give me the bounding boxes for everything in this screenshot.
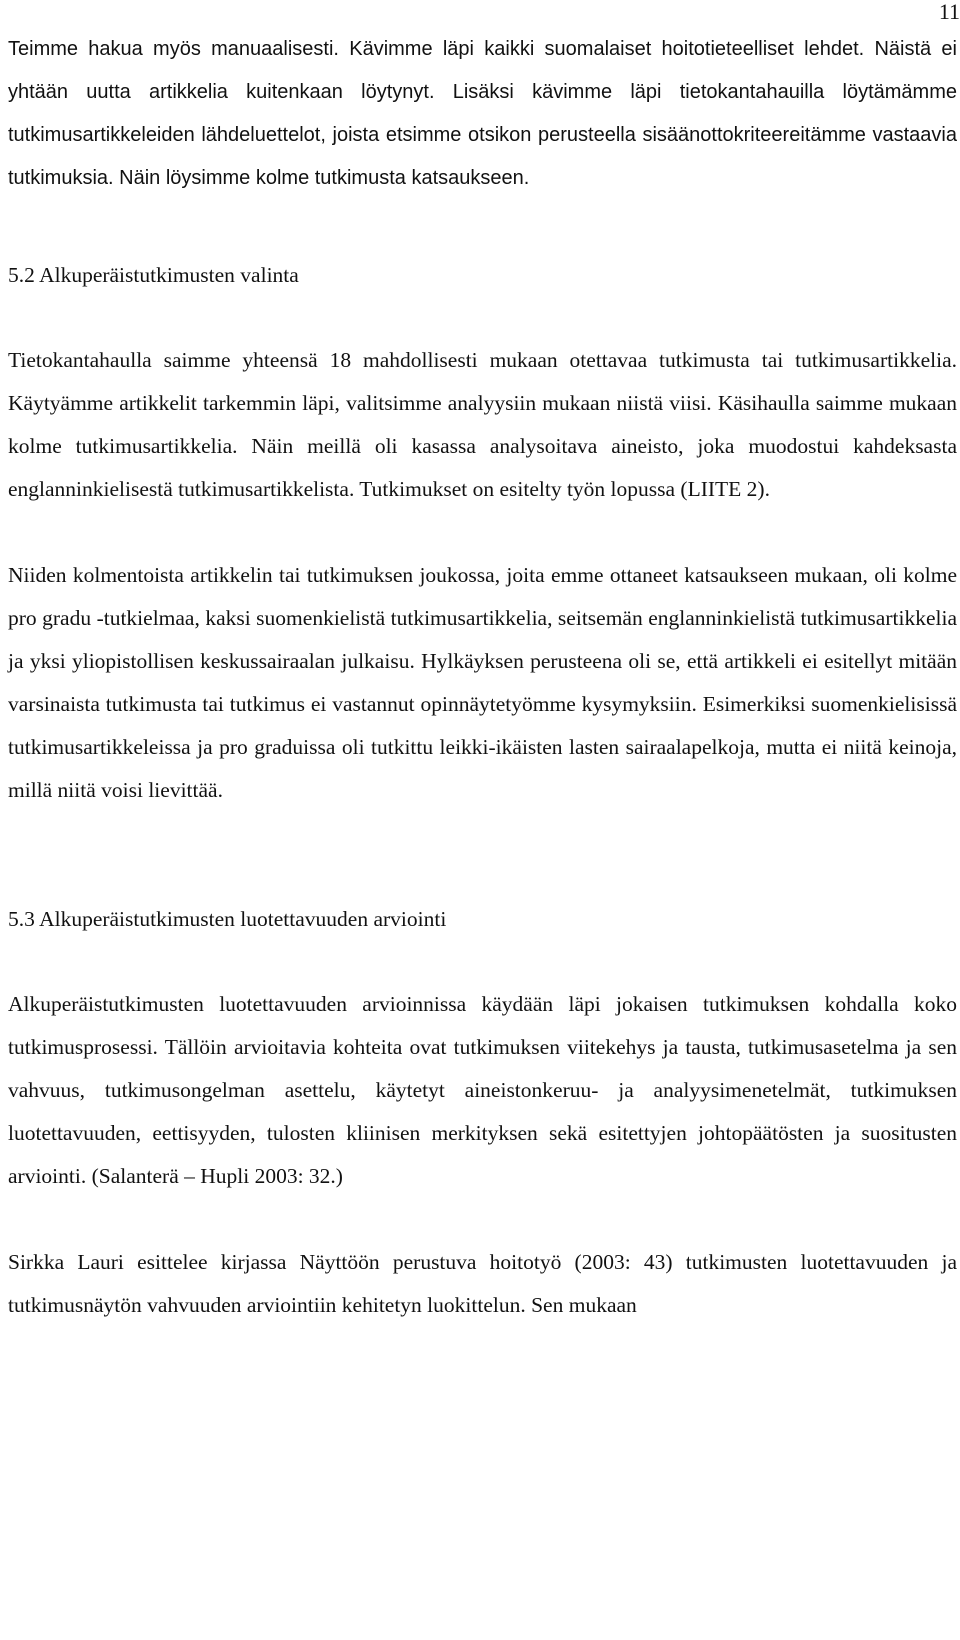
section-heading-5-2: 5.2 Alkuperäistutkimusten valinta	[8, 263, 299, 287]
paragraph-manual-search: Teimme hakua myös manuaalisesti. Kävimme läpi kaikki suomalaiset hoitotieteelliset lehdet. Näistä ei yhtään uutta artikkelia kuitenkaan löytynyt. Lisäksi kävimme läpi tietokantahauilla löytämämme tutkimusartikkeleiden lähdeluettelot, joista etsimme otsikon perusteella sisäänottokriteereitämme vastaavia tutkimuksia. Näin löysimme kolme tutkimusta katsaukseen.	[8, 38, 957, 189]
paragraph-lauri-classification: Sirkka Lauri esittelee kirjassa Näyttöön perustuva hoitotyö (2003: 43) tutkimusten luotettavuuden ja tutkimusnäytön vahvuuden arviointiin kehitetyn luokittelun. Sen mukaan	[8, 1250, 957, 1317]
page-content	[8, 28, 957, 1327]
section-heading-5-3: 5.3 Alkuperäistutkimusten luotettavuuden arviointi	[8, 907, 447, 931]
paragraph-reliability-assessment: Alkuperäistutkimusten luotettavuuden arvioinnissa käydään läpi jokaisen tutkimuksen kohdalla koko tutkimusprosessi. Tällöin arvioitavia kohteita ovat tutkimuksen viitekehys ja tausta, tutkimusasetelma ja sen vahvuus, tutkimusongelman asettelu, käytetyt aineistonkeruu- ja analyysimenetelmät, tutkimuksen luotettavuuden, eettisyyden, tulosten kliinisen merkityksen sekä esitettyjen johtopäätösten ja suositusten arviointi. (Salanterä – Hupli 2003: 32.)	[8, 992, 957, 1188]
paragraph-excluded-articles: Niiden kolmentoista artikkelin tai tutkimuksen joukossa, joita emme ottaneet katsaukseen mukaan, oli kolme pro gradu -tutkielmaa, kaksi suomenkielistä tutkimusartikkelia, seitsemän englanninkielistä tutkimusartikkelia ja yksi yliopistollisen keskussairaalan julkaisu. Hylkäyksen perusteena oli se, että artikkeli ei esitellyt mitään varsinaista tutkimusta tai tutkimus ei vastannut opinnäytetyömme kysymyksiin. Esimerkiksi suomenkielisissä tutkimusartikkeleissa ja pro graduissa oli tutkittu leikki-ikäisten lasten sairaalapelkoja, mutta ei niitä keinoja, millä niitä voisi lievittää.	[8, 563, 957, 802]
paragraph-database-results: Tietokantahaulla saimme yhteensä 18 mahdollisesti mukaan otettavaa tutkimusta tai tutkimusartikkelia. Käytyämme artikkelit tarkemmin läpi, valitsimme analyysiin mukaan niistä viisi. Käsihaulla saimme mukaan kolme tutkimusartikkelia. Näin meillä oli kasassa analysoitava aineisto, joka muodostui kahdeksasta englanninkielisestä tutkimusartikkelista. Tutkimukset on esitelty työn lopussa (LIITE 2).	[8, 348, 957, 501]
page-number: 11	[938, 0, 960, 24]
